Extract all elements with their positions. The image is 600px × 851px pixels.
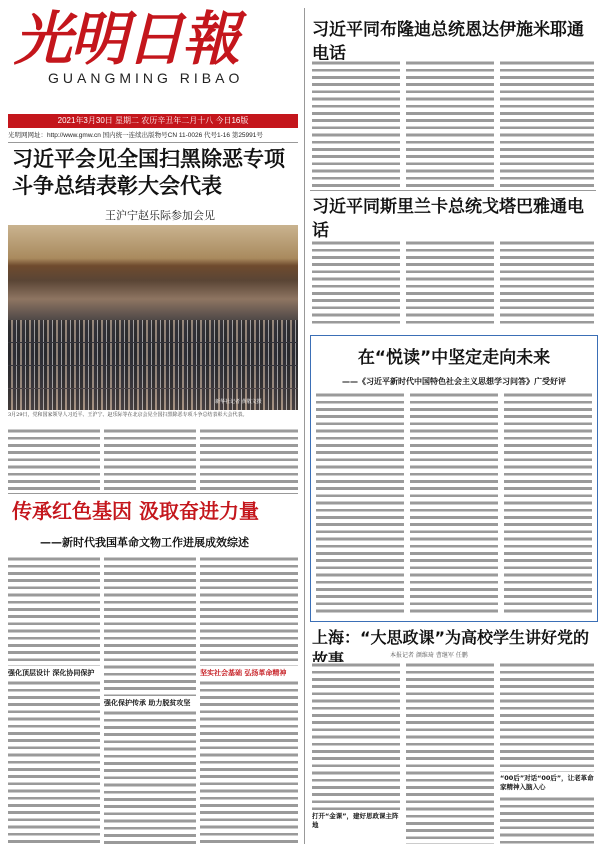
photo-credit: 新华社记者 黄敬文摄 (215, 399, 262, 405)
right-headline-1[interactable]: 习近平同布隆迪总统恩达伊施米耶通电话 (312, 20, 584, 64)
second-subhead-3: 坚实社会基础 弘扬革命精神 (200, 669, 287, 677)
divider (8, 493, 298, 494)
second-headline[interactable]: 传承红色基因 汲取奋进力量 (12, 499, 259, 523)
right-body (406, 240, 494, 328)
right-body (312, 662, 400, 810)
right-body (406, 60, 494, 188)
right-subhead: 打开“金课”，建好思政课主阵地 (312, 812, 399, 829)
second-subhead-2: 强化保护传承 助力脱贫攻坚 (104, 699, 191, 707)
masthead-pinyin: GUANGMING RIBAO (48, 70, 244, 86)
feature-headline[interactable]: 在“悦读”中坚定走向未来 (357, 348, 551, 368)
second-subhead-1: 强化顶层设计 深化协同保护 (8, 669, 95, 677)
lead-body-col3 (200, 428, 298, 490)
right-headline-2[interactable]: 习近平同斯里兰卡总统戈塔巴雅通电话 (312, 197, 584, 241)
feature-body (410, 392, 498, 614)
info-bar: 光明网网址：http://www.gmw.cn 国内统一连续出版物号CN 11-0026 代号1-16 第25991号 (8, 130, 298, 143)
right-body (312, 60, 400, 188)
divider (310, 190, 596, 191)
masthead-logo: 光明日報 (14, 5, 239, 73)
lead-headline[interactable]: 习近平会见全国扫黑除恶专项斗争总结表彰大会代表 (12, 147, 285, 198)
masthead (8, 5, 298, 100)
lead-body-col1 (8, 428, 100, 490)
right-body (500, 662, 594, 772)
column-divider (304, 8, 305, 844)
photo-crowd-row (8, 343, 298, 365)
right-body (406, 662, 494, 844)
right-body (500, 240, 594, 328)
feature-body (316, 392, 404, 614)
second-body (200, 556, 298, 666)
right-body (500, 60, 594, 188)
second-body (8, 556, 100, 666)
second-body (200, 680, 298, 845)
feature-subtitle: ——《习近平新时代中国特色社会主义思想学习问答》广受好评 (342, 377, 566, 386)
lead-subtitle: 王沪宁赵乐际参加会见 (105, 209, 215, 222)
right-headline-3[interactable]: 上海：“大思政课”为高校学生讲好党的故事 (312, 628, 590, 669)
photo-crowd-row (8, 320, 298, 342)
photo-crowd-row (8, 366, 298, 388)
feature-body (504, 392, 592, 614)
lead-photo (8, 225, 298, 410)
second-body (104, 710, 196, 845)
lead-body-col2 (104, 428, 196, 490)
right-subhead: “00后”对话“00后”，让老革命家精神入脑入心 (500, 774, 594, 791)
date-bar: 2021年3月30日 星期二 农历辛丑年二月十八 今日16版 (8, 114, 298, 128)
photo-caption: 3月29日，党和国家领导人习近平、王沪宁、赵乐际等在北京会见全国扫黑除恶专项斗争总结表彰大会代表。 (8, 412, 248, 418)
second-body (104, 556, 196, 696)
second-subtitle: ——新时代我国革命文物工作进展成效综述 (40, 536, 249, 549)
right-body (500, 796, 594, 844)
byline: 本报记者 颜维琦 曹继军 任鹏 (390, 652, 468, 659)
second-body (8, 680, 100, 845)
right-body (312, 240, 400, 328)
